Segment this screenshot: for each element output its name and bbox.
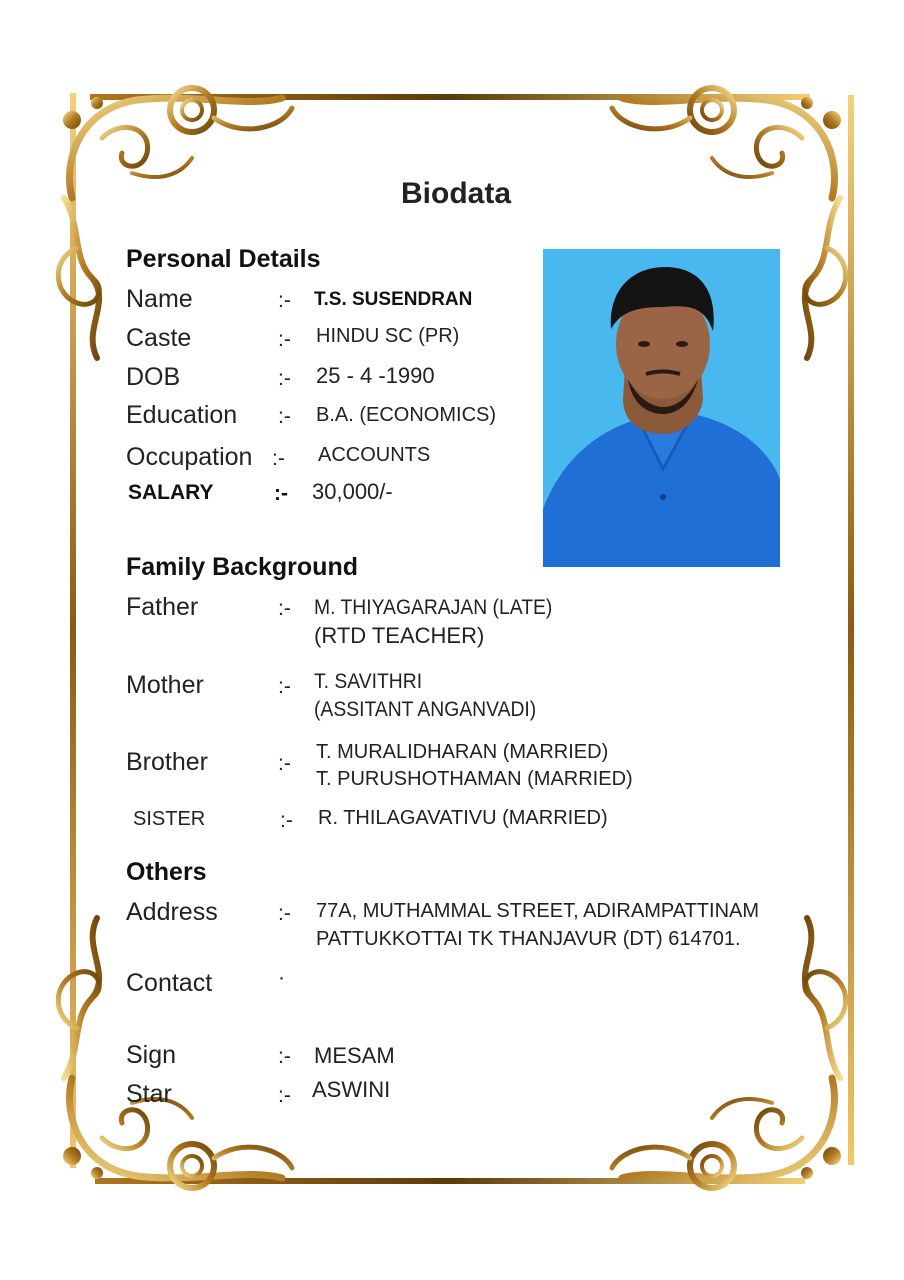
address-value-line1: 77A, MUTHAMMAL STREET, ADIRAMPATTINAM xyxy=(316,900,760,922)
sister-separator: :- xyxy=(280,809,293,832)
dob-separator: :- xyxy=(278,367,291,390)
address-separator: :- xyxy=(278,902,291,925)
caste-separator: :- xyxy=(278,328,291,351)
education-separator: :- xyxy=(278,405,291,428)
father-label: Father xyxy=(126,593,199,621)
education-value: B.A. (ECONOMICS) xyxy=(316,404,497,426)
salary-separator: :- xyxy=(274,482,288,505)
address-value-line2: PATTUKKOTTAI TK THANJAVUR (DT) 614701. xyxy=(316,928,741,950)
sign-separator: :- xyxy=(278,1045,291,1068)
star-value: ASWINI xyxy=(312,1077,391,1102)
page-title: Biodata xyxy=(401,177,512,210)
star-separator: :- xyxy=(278,1084,291,1107)
salary-label: SALARY xyxy=(128,481,214,504)
occupation-separator: :- xyxy=(272,447,285,470)
star-label: Star xyxy=(126,1080,172,1108)
brother-label: Brother xyxy=(126,748,208,776)
mother-value-line2: (ASSITANT ANGANVADI) xyxy=(314,698,537,721)
sister-label: SISTER xyxy=(133,808,206,830)
caste-label: Caste xyxy=(126,324,192,352)
occupation-value: ACCOUNTS xyxy=(318,444,431,466)
salary-value: 30,000/- xyxy=(312,479,393,504)
name-label: Name xyxy=(126,285,193,313)
contact-separator: · xyxy=(278,966,285,989)
name-separator: :- xyxy=(278,289,291,312)
mother-label: Mother xyxy=(126,671,204,699)
name-value: T.S. SUSENDRAN xyxy=(314,289,473,310)
sister-value: R. THILAGAVATIVU (MARRIED) xyxy=(318,807,608,829)
father-separator: :- xyxy=(278,597,291,620)
occupation-label: Occupation xyxy=(126,443,253,471)
address-label: Address xyxy=(126,898,218,926)
profile-photo xyxy=(543,249,780,567)
mother-separator: :- xyxy=(278,675,291,698)
section-heading-family: Family Background xyxy=(126,553,358,581)
contact-label: Contact xyxy=(126,969,213,997)
education-label: Education xyxy=(126,401,238,429)
mother-value-line1: T. SAVITHRI xyxy=(314,670,423,693)
father-value-line1: M. THIYAGARAJAN (LATE) xyxy=(314,596,553,619)
dob-value: 25 - 4 -1990 xyxy=(316,363,435,388)
section-heading-others: Others xyxy=(126,858,207,886)
father-value-line2: (RTD TEACHER) xyxy=(314,623,485,648)
sign-label: Sign xyxy=(126,1041,177,1069)
brother-separator: :- xyxy=(278,752,291,775)
dob-label: DOB xyxy=(126,363,181,391)
sign-value: MESAM xyxy=(314,1043,395,1068)
brother-value-line2: T. PURUSHOTHAMAN (MARRIED) xyxy=(316,768,633,790)
caste-value: HINDU SC (PR) xyxy=(316,325,460,347)
section-heading-personal: Personal Details xyxy=(126,245,321,273)
brother-value-line1: T. MURALIDHARAN (MARRIED) xyxy=(316,741,609,763)
